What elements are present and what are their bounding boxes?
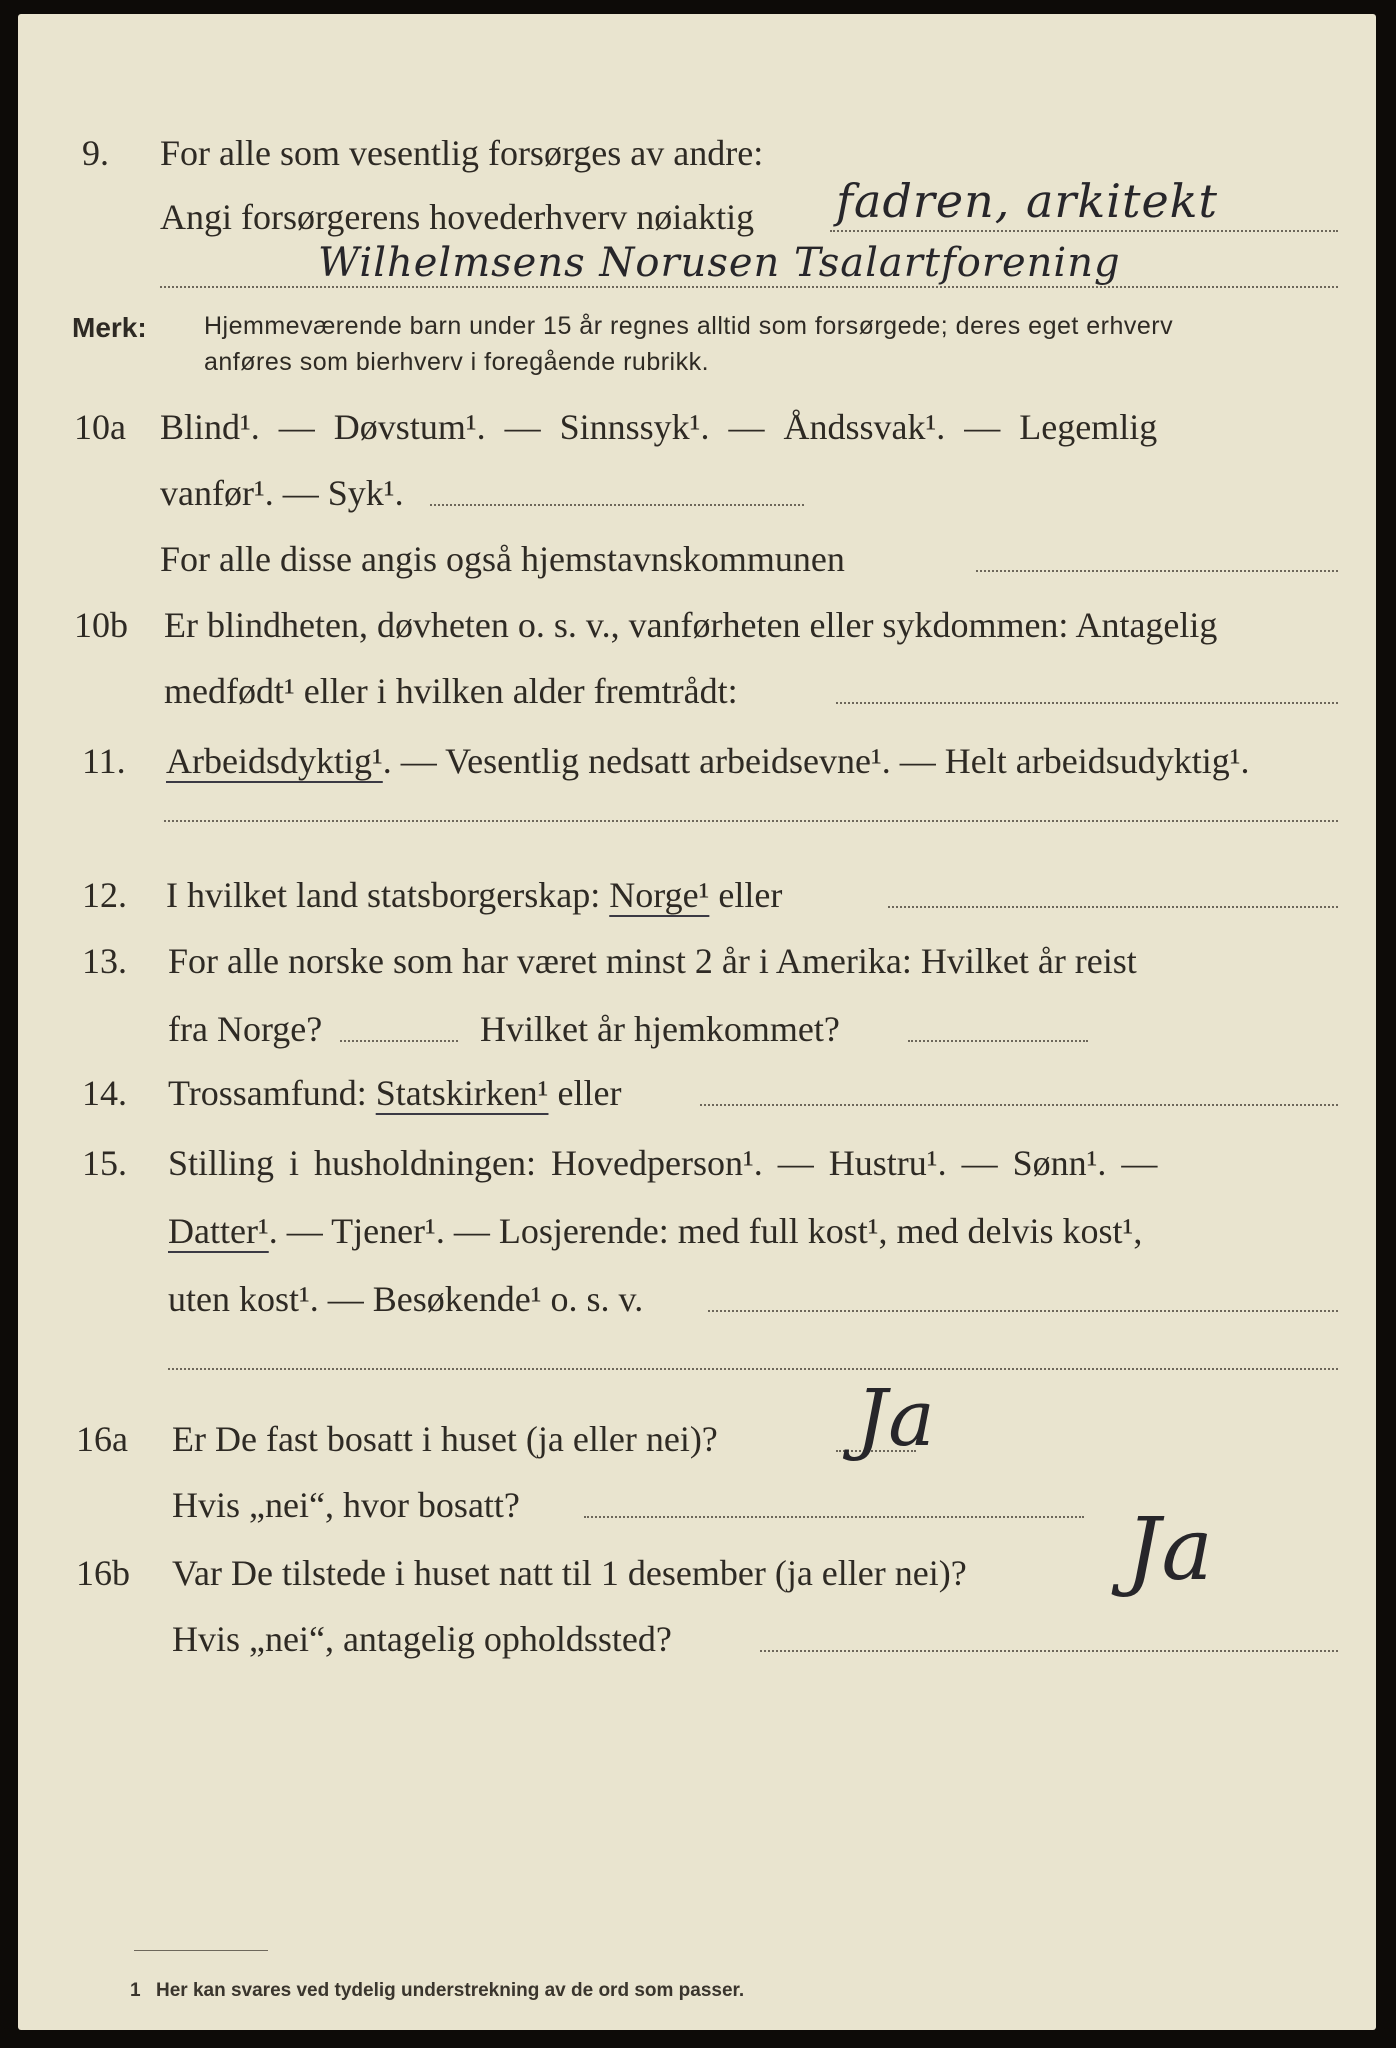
q13-number: 13. bbox=[82, 941, 127, 981]
q12-after: eller bbox=[709, 875, 783, 915]
q15-text-3: uten kost¹. — Besøkende¹ o. s. v. bbox=[168, 1279, 644, 1319]
q12-option-norge-underlined[interactable]: Norge¹ bbox=[609, 875, 710, 915]
q11-number: 11. bbox=[82, 741, 126, 781]
q16b-text-1: Var De tilstede i huset natt til 1 desember (ja eller nei)? bbox=[172, 1553, 967, 1593]
footnote-text: Her kan svares ved tydelig understrekning av de ord som passer. bbox=[156, 1980, 745, 2001]
census-form-page bbox=[18, 14, 1376, 2030]
q10a-answer-line[interactable] bbox=[430, 504, 804, 506]
q13-return-line[interactable] bbox=[908, 1040, 1088, 1042]
q15-number: 15. bbox=[82, 1143, 127, 1183]
q15-answer-line-2[interactable] bbox=[168, 1368, 1338, 1370]
q14-number: 14. bbox=[82, 1073, 127, 1113]
q13-departure-line[interactable] bbox=[340, 1040, 458, 1042]
q9-number: 9. bbox=[82, 133, 109, 173]
q10a-text-3: For alle disse angis også hjemstavnskommunen bbox=[160, 539, 845, 579]
q13-text-1: For alle norske som har været minst 2 år i Amerika: Hvilket år reist bbox=[168, 941, 1137, 981]
q13-text-2a: fra Norge? bbox=[168, 1009, 323, 1049]
q16b-handwritten-answer: Ja bbox=[1126, 1500, 1214, 1600]
q9-answer-line-2[interactable] bbox=[160, 286, 1338, 288]
q16a-text-2: Hvis „nei“, hvor bosatt? bbox=[172, 1485, 520, 1525]
q9-handwritten-occupation: fadren, arkitekt bbox=[836, 174, 1219, 228]
q15-option-datter-underlined[interactable]: Datter¹ bbox=[168, 1211, 269, 1251]
q9-label: Angi forsørgerens hovederhverv nøiaktig bbox=[160, 197, 755, 237]
q10b-answer-line[interactable] bbox=[836, 702, 1338, 704]
q14-after: eller bbox=[548, 1073, 622, 1113]
q11-answer-line[interactable] bbox=[164, 820, 1338, 822]
q16a-number: 16a bbox=[76, 1419, 128, 1459]
q11-rest: . — Vesentlig nedsatt arbeidsevne¹. — Helt arbeidsudyktig¹. bbox=[382, 741, 1250, 781]
q12-text: I hvilket land statsborgerskap: bbox=[166, 875, 610, 915]
q16a-handwritten-answer: Ja bbox=[856, 1374, 936, 1464]
merk-text-1: Hjemmeværende barn under 15 år regnes alltid som forsørgede; deres eget erhverv bbox=[204, 312, 1174, 340]
q16b-number: 16b bbox=[76, 1553, 130, 1593]
footnote-mark: 1 bbox=[130, 1980, 141, 2001]
q16b-location-line[interactable] bbox=[760, 1650, 1338, 1652]
q15-text-2: . — Tjener¹. — Losjerende: med full kost¹, med delvis kost¹, bbox=[268, 1211, 1143, 1251]
q10a-text-2: vanfør¹. — Syk¹. bbox=[160, 473, 404, 513]
q14-text: Trossamfund: bbox=[168, 1073, 376, 1113]
q14-option-statskirken-underlined[interactable]: Statskirken¹ bbox=[375, 1073, 549, 1113]
q16a-address-line[interactable] bbox=[584, 1516, 1084, 1518]
q10a-number: 10a bbox=[74, 407, 126, 447]
q10a-text-1: Blind¹. — Døvstum¹. — Sinnssyk¹. — Åndssvak¹. — Legemlig bbox=[160, 407, 1158, 447]
q10b-text-1: Er blindheten, døvheten o. s. v., vanførheten eller sykdommen: Antagelig bbox=[164, 605, 1218, 645]
merk-label: Merk: bbox=[72, 312, 147, 343]
q14-answer-line[interactable] bbox=[700, 1104, 1338, 1106]
footnote-rule bbox=[134, 1950, 268, 1951]
q15-text-1: Stilling i husholdningen: Hovedperson¹. — Hustru¹. — Sønn¹. — bbox=[168, 1143, 1158, 1183]
q9-text: For alle som vesentlig forsørges av andre: bbox=[160, 133, 764, 173]
q12-number: 12. bbox=[82, 875, 127, 915]
q11-option-arbeidsdyktig-underlined[interactable]: Arbeidsdyktig¹ bbox=[166, 741, 383, 781]
q9-answer-line[interactable] bbox=[830, 230, 1338, 232]
merk-text-2: anføres som bierhverv i foregående rubrikk. bbox=[204, 348, 710, 376]
q10b-text-2: medfødt¹ eller i hvilken alder fremtrådt: bbox=[164, 671, 738, 711]
q16a-text-1: Er De fast bosatt i huset (ja eller nei)? bbox=[172, 1419, 718, 1459]
q12-answer-line[interactable] bbox=[888, 906, 1338, 908]
q13-text-2b: Hvilket år hjemkommet? bbox=[480, 1009, 840, 1049]
q15-answer-line[interactable] bbox=[708, 1310, 1338, 1312]
q16b-text-2: Hvis „nei“, antagelig opholdssted? bbox=[172, 1619, 672, 1659]
q10b-number: 10b bbox=[74, 605, 128, 645]
q9-handwritten-employer: Wilhelmsens Norusen Tsalartforening bbox=[318, 240, 1121, 286]
q10a-hometown-line[interactable] bbox=[976, 570, 1338, 572]
